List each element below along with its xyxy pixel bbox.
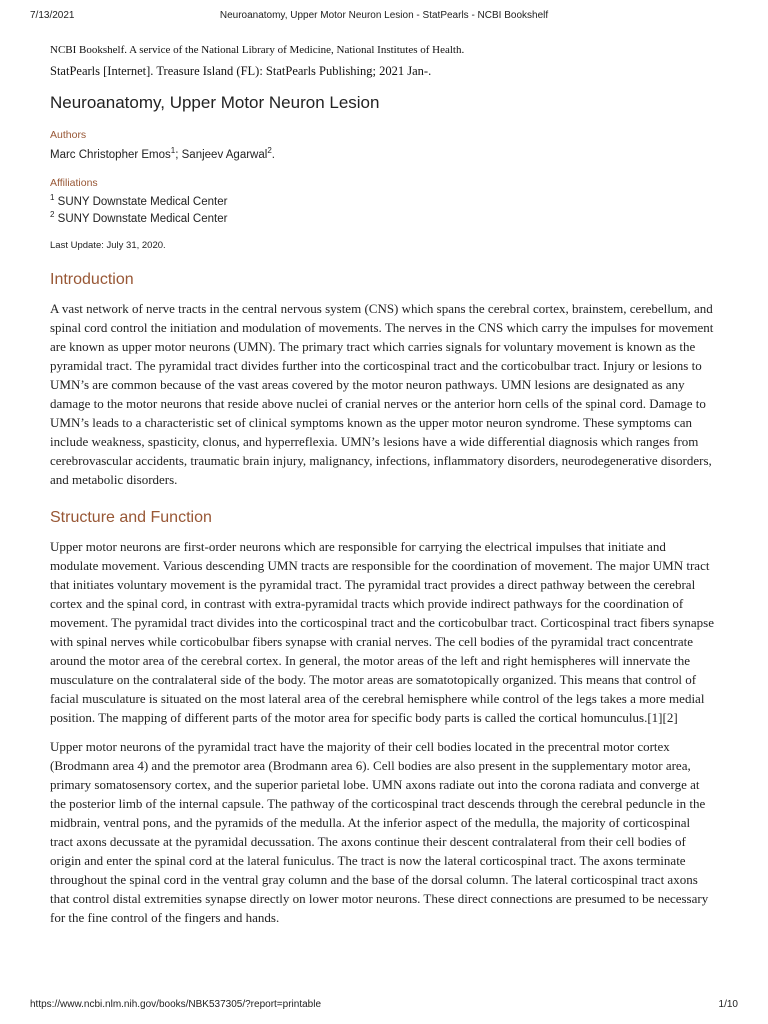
page-title: Neuroanatomy, Upper Motor Neuron Lesion [50,93,380,112]
author-affiliation-sup: 2 [267,146,272,156]
affiliations-list [50,194,714,228]
print-header [30,10,738,21]
affiliation-sup: 1 [50,193,55,203]
print-page-title: Neuroanatomy, Upper Motor Neuron Lesion - StatPearls - NCBI Bookshelf [219,10,549,21]
author-affiliation-sup: 1 [170,146,176,156]
page-number: 1/10 [718,999,738,1010]
paragraph: A vast network of nerve tracts in the central nervous system (CNS) which spans the cerebral cortex, brainstem, cerebellum, and spinal cord control the initiation and modulation of movements. The nerves in the CNS which carry the impulses for movement are known as upper motor neurons (UMN). The primary tract which carries signals for voluntary movement is known as the pyramidal tract. The pyramidal tract divides further into the corticospinal tract and the corticobulbar tract. Injury or lesions to UMN’s are common because of the vast areas covered by the motor neuron pathways. UMN lesions are designated as any damage to the motor neurons that reside above nuclei of cranial nerves or the anterior horn cells of the spinal cord. Damage to UMN’s leads to a characteristic set of clinical symptoms known as the upper motor neuron syndrome. These symptoms can include weakness, spasticity, clonus, and hyperreflexia. UMN’s lesions have a wide differential diagnosis which ranges from cerebrovascular accidents, traumatic brain injury, malignancy, infections, inflammatory disorders, neurodegenerative disorders, and metabolic disorders. [50,301,714,487]
author-separator: ; [175,149,182,161]
affiliation-item [50,211,714,228]
section-heading-introduction: Introduction [50,271,134,288]
authors-list [50,146,714,161]
section-heading-structure-and-function: Structure and Function [50,509,212,526]
author-name: Marc Christopher Emos [50,149,171,161]
affiliation-text: SUNY Downstate Medical Center [54,213,228,225]
author-name: Sanjeev Agarwal [181,149,268,161]
page-url-link[interactable]: https://www.ncbi.nlm.nih.gov/books/NBK537305/?report=printable [30,999,322,1010]
last-update: Last Update: July 31, 2020. [50,240,166,251]
publication-citation: StatPearls [Internet]. Treasure Island (FL): StatPearls Publishing; 2021 Jan-. [50,64,432,78]
print-date: 7/13/2021 [30,10,75,21]
affiliation-sup: 2 [50,210,55,220]
affiliations-label[interactable]: Affiliations [50,177,98,189]
paragraph: Upper motor neurons of the pyramidal tract have the majority of their cell bodies located in the precentral motor cortex (Brodmann area 4) and the premotor area (Brodmann area 6). Cell bodies are also present in the supplementary motor area, primary somatosensory cortex, and the superior parietal lobe. UMN axons radiate out into the corona radiata and converge at the posterior limb of the internal capsule. The pathway of the corticospinal tract descends through the cerebral peduncle in the midbrain, ventral pons, and the pyramids of the medulla. At the inferior aspect of the medulla, the majority of corticospinal tract axons decussate at the pyramidal decussation. The axons continue their descent contralateral from their cell bodies of origin and enter the spinal cord at the lateral funiculus. The tract is now the lateral corticospinal tract. The axons terminate throughout the spinal cord in the ventral gray column and the base of the dorsal column. The lateral corticospinal tract axons that control distal extremities synapse directly on lower motor neurons. These direct connections are presumed to be necessary for the fine control of the fingers and hands. [50,739,709,925]
paragraph: Upper motor neurons are first-order neurons which are responsible for carrying the electrical impulses that initiate and modulate movement. Various descending UMN tracts are responsible for the coordination of movement. The major UMN tract that initiates voluntary movement is the pyramidal tract. The pyramidal tract provides a direct pathway between the cerebral cortex and the spinal cord, in contrast with extra-pyramidal tracts which provide indirect pathways for the coordination of movement. The pyramidal tract divides into the corticospinal tract and the corticobulbar tract. Corticospinal tract fibers synapse with spinal nerves while corticobulbar fibers synapse with cranial nerves. The cell bodies of the pyramidal tract concentrate around the motor area of the cerebral cortex. In general, the motor areas of the left and right hemispheres will innervate the musculature on the contralateral side of the body. The motor areas are somatotopically organized. This means that control of facial musculature is situated on the most lateral area of the cerebral hemisphere while control of the legs takes a more medial position. The mapping of different parts of the motor area for specific body parts is called the cortical homunculus.[1][2] [50,539,714,725]
authors-label[interactable]: Authors [50,129,87,141]
affiliation-text: SUNY Downstate Medical Center [54,196,228,208]
document-content [50,40,714,937]
affiliation-item [50,194,714,211]
author-separator: . [271,149,275,161]
ncbi-bookshelf-note: NCBI Bookshelf. A service of the National Library of Medicine, National Institutes of Health. [50,44,465,56]
print-footer [30,999,738,1010]
